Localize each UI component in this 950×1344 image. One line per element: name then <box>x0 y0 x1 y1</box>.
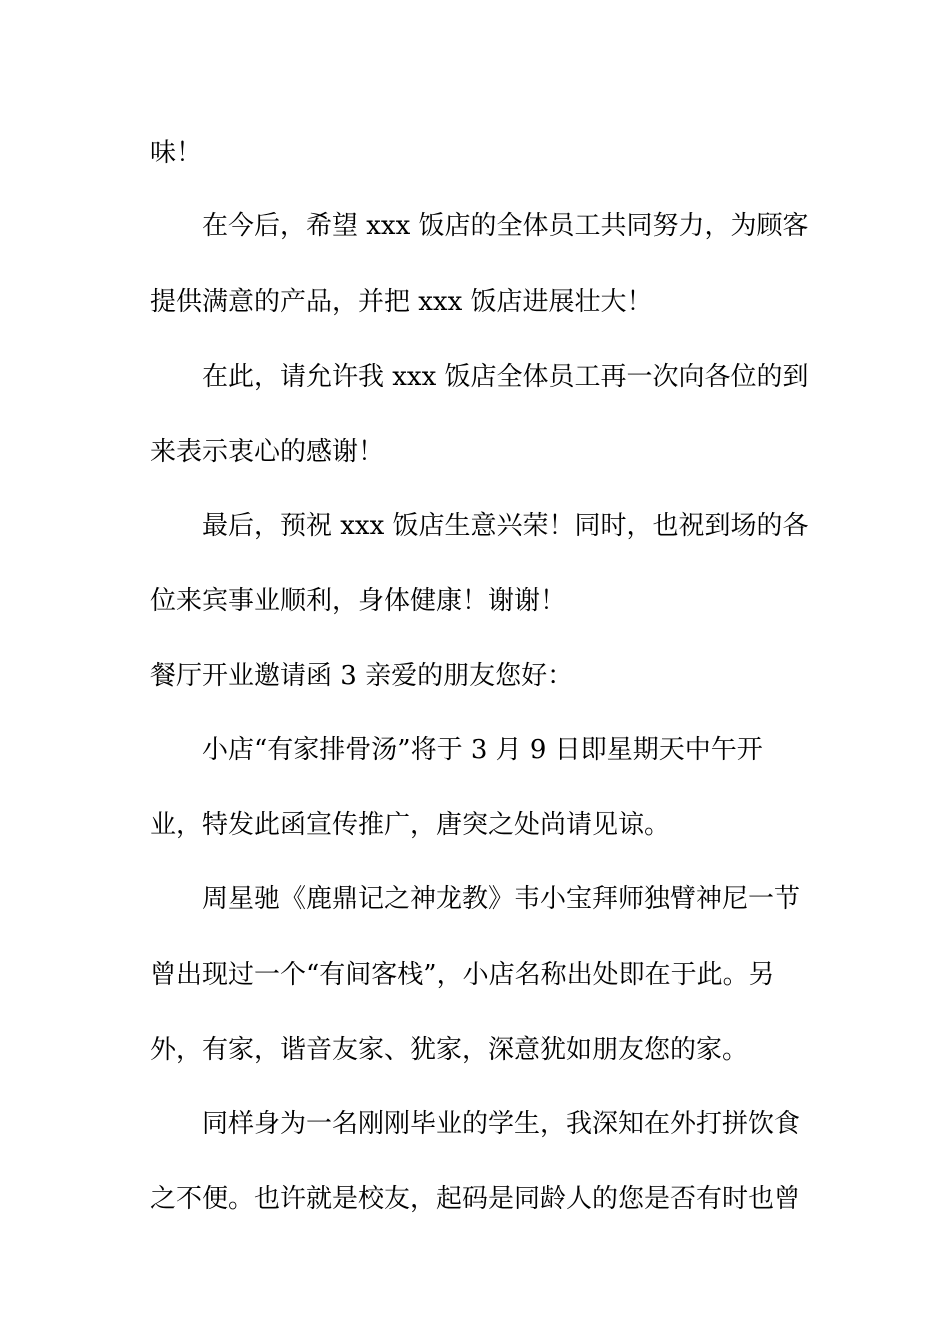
text-line: 外，有家，谐音友家、犹家，深意犹如朋友您的家。 <box>150 1035 749 1065</box>
paragraph-line: 周星驰《鹿鼎记之神龙教》韦小宝拜师独臂神尼一节 <box>202 884 801 914</box>
text-line: 味！ <box>150 138 203 168</box>
paragraph-line: 在今后，希望 xxx 饭店的全体员工共同努力，为顾客 <box>202 211 809 241</box>
text-line: 提供满意的产品，并把 xxx 饭店进展壮大！ <box>150 287 653 317</box>
section-heading-line: 餐厅开业邀请函 3 亲爱的朋友您好： <box>150 661 574 691</box>
paragraph-line: 同样身为一名刚刚毕业的学生，我深知在外打拼饮食 <box>202 1109 801 1139</box>
paragraph-line: 在此，请允许我 xxx 饭店全体员工再一次向各位的到 <box>202 362 809 392</box>
text-line: 位来宾事业顺利，身体健康！谢谢！ <box>150 586 567 616</box>
text-line: 曾出现过一个“有间客栈”，小店名称出处即在于此。另 <box>150 960 775 990</box>
text-line: 来表示衷心的感谢！ <box>150 437 385 467</box>
text-line: 业，特发此函宣传推广，唐突之处尚请见谅。 <box>150 810 671 840</box>
paragraph-line: 最后，预祝 xxx 饭店生意兴荣！同时，也祝到场的各 <box>202 511 809 541</box>
text-line: 之不便。也许就是校友，起码是同龄人的您是否有时也曾 <box>150 1184 801 1214</box>
paragraph-line: 小店“有家排骨汤”将于 3 月 9 日即星期天中午开 <box>202 735 763 765</box>
